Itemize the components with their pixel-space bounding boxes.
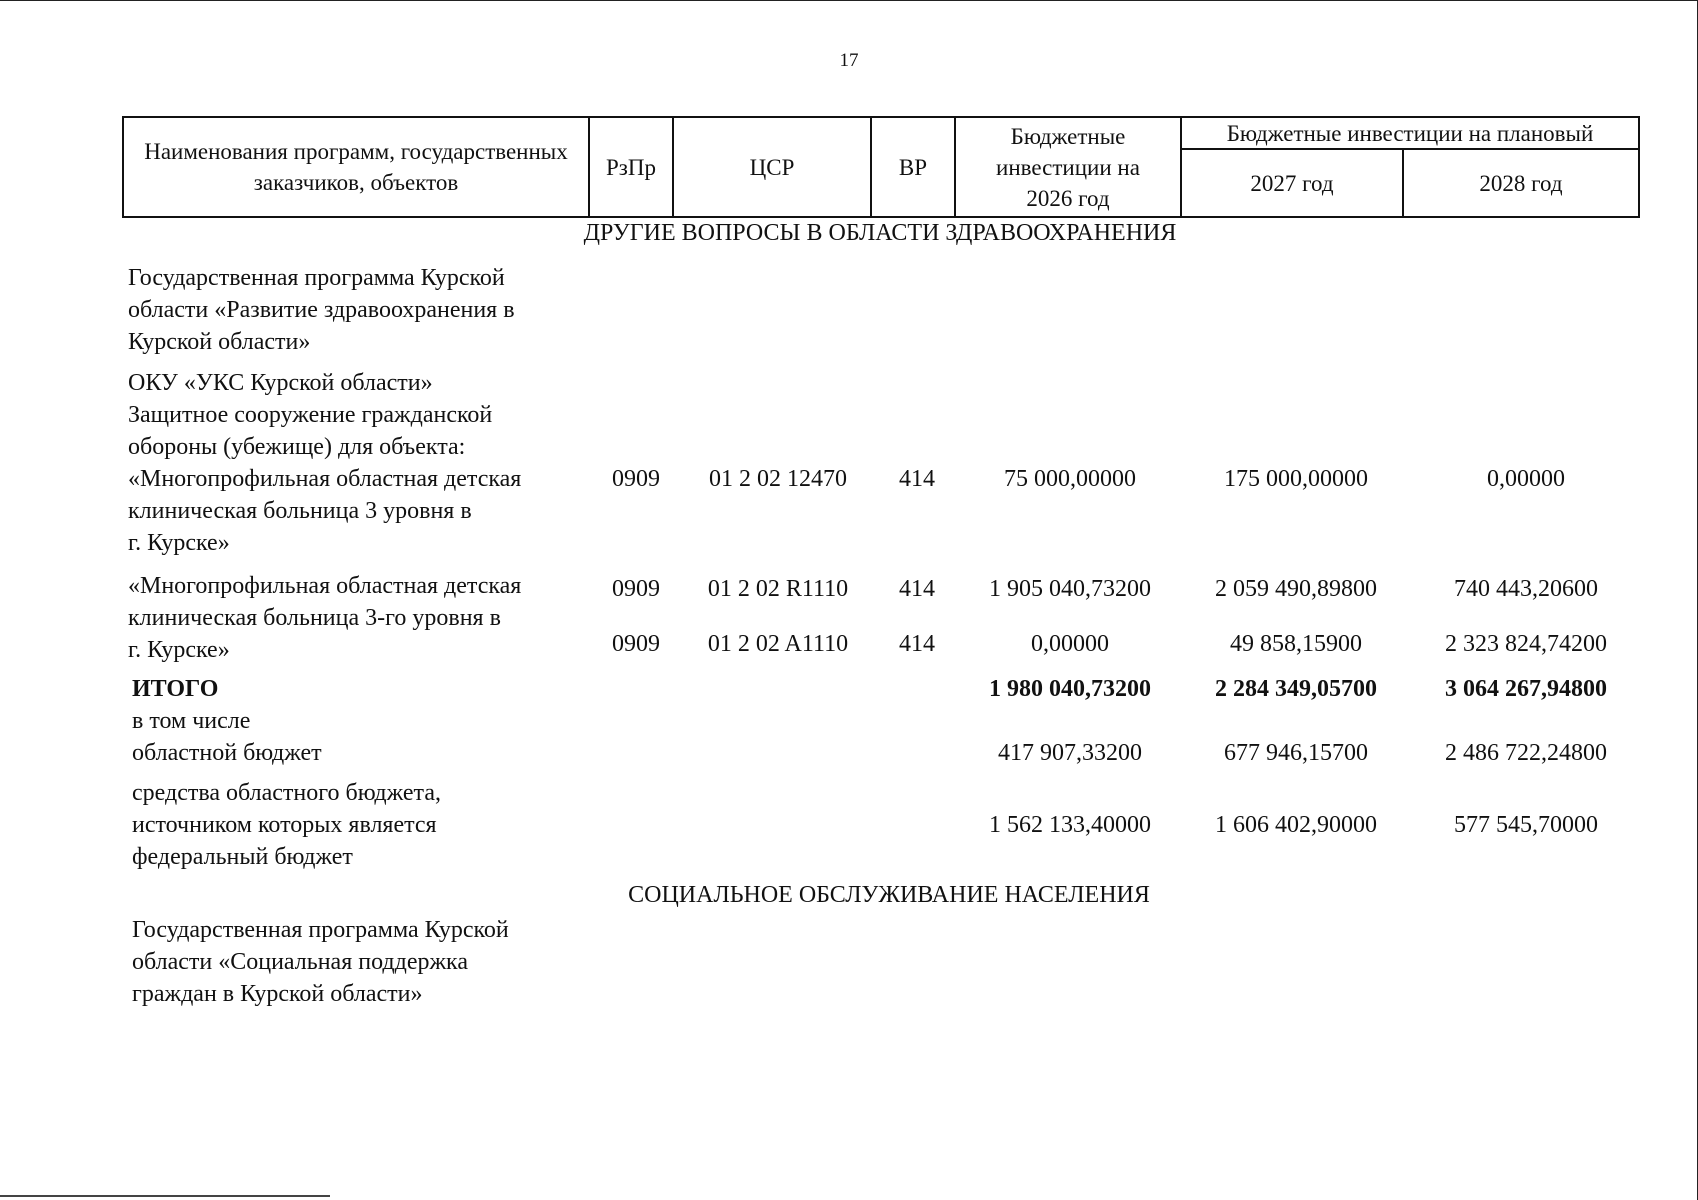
- scan-bottom-mark: [0, 1195, 330, 1197]
- page-number: 17: [839, 50, 859, 71]
- header-rzpr: РзПр: [606, 154, 656, 180]
- header-name-column: Наименования программ, государственных заказчиков, объектов: [144, 139, 568, 195]
- including-label: в том числе: [132, 708, 251, 734]
- header-planned-period: Бюджетные инвестиции на плановый: [1226, 120, 1594, 146]
- scan-top-edge: [0, 0, 1698, 1]
- header-csr: ЦСР: [749, 154, 795, 180]
- section-title-social-services: СОЦИАЛЬНОЕ ОБСЛУЖИВАНИЕ НАСЕЛЕНИЯ: [628, 882, 1150, 908]
- header-investments-2026: Бюджетные инвестиции на 2026 год: [996, 123, 1140, 211]
- header-year-2027: 2027 год: [1250, 170, 1334, 196]
- table-header: [122, 116, 1640, 218]
- header-year-2028: 2028 год: [1479, 170, 1563, 196]
- section-title-healthcare: ДРУГИЕ ВОПРОСЫ В ОБЛАСТИ ЗДРАВООХРАНЕНИЯ: [583, 220, 1177, 246]
- header-vr: ВР: [898, 154, 928, 180]
